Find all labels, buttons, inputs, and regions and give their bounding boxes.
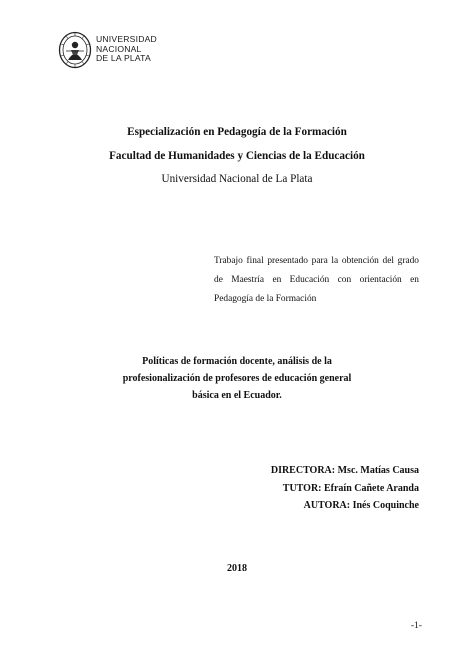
- purpose-line-1: Trabajo final presentado para la obtención del grado: [214, 256, 419, 266]
- logo-line-2: NACIONAL: [96, 43, 142, 54]
- thesis-title-line-1: Políticas de formación docente, análisis de la: [142, 356, 332, 367]
- thesis-title-line-2: profesionalización de profesores de educación general: [122, 373, 352, 384]
- tutor-credit: TUTOR: Efraín Cañete Aranda: [282, 482, 419, 494]
- director-credit: DIRECTORA: Msc. Matías Causa: [270, 465, 419, 476]
- purpose-line-2: de Maestría en Educación con orientación en: [214, 275, 419, 285]
- publication-year: 2018: [227, 563, 247, 574]
- page-number: -1-: [410, 620, 422, 631]
- university-seal-icon: [58, 30, 94, 70]
- university-name: Universidad Nacional de La Plata: [161, 173, 313, 185]
- specialization-title: Especialización en Pedagogía de la Formación: [127, 126, 347, 138]
- faculty-name: Facultad de Humanidades y Ciencias de la Educación: [109, 150, 365, 162]
- thesis-title: [110, 353, 364, 404]
- author-credit: AUTORA: Inés Coquinche: [303, 500, 419, 511]
- logo-wordmark: [96, 35, 157, 64]
- logo-line-3: DE LA PLATA: [96, 53, 151, 64]
- purpose-line-3: Pedagogía de la Formación: [214, 294, 317, 304]
- credits-block: [271, 462, 419, 515]
- thesis-title-line-3: básica en el Ecuador.: [192, 390, 282, 401]
- logo-line-1: UNIVERSIDAD: [96, 34, 157, 44]
- purpose-statement: [214, 252, 419, 309]
- university-logo: [58, 30, 158, 70]
